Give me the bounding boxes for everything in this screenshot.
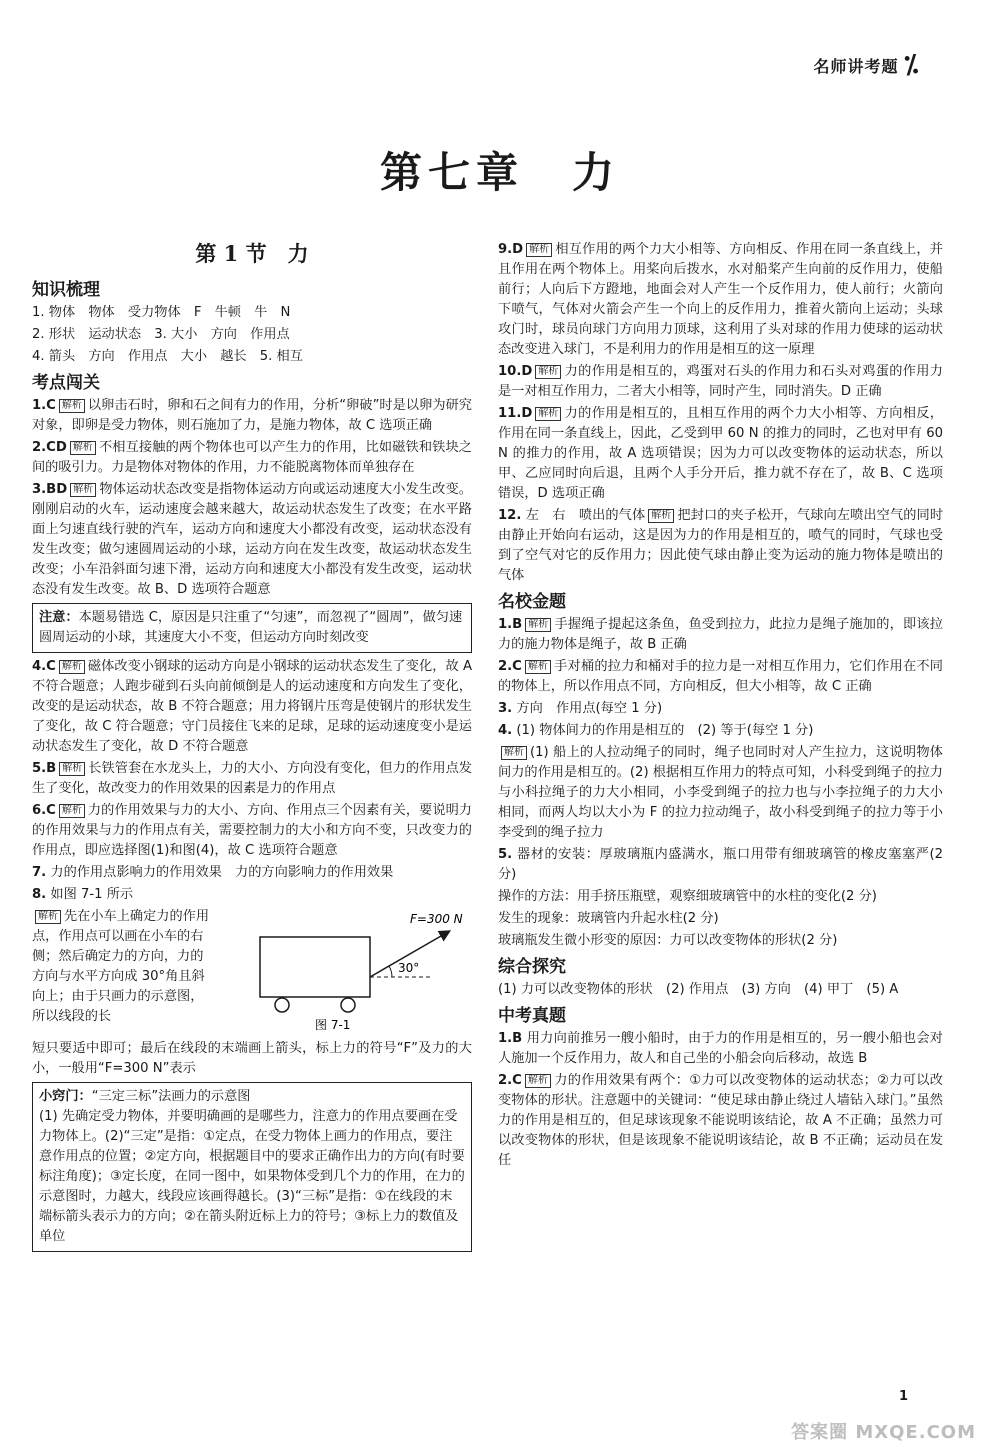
angle-arc [389, 966, 392, 977]
answer-number: 2.C [498, 659, 522, 674]
answer-text: 力的作用效果与力的大小、方向、作用点三个因素有关，要说明力的作用效果与力的作用点有关，需要控制力的大小和方向不变，只改变力的作用点，即应选择图(1)和图(4)，故 C 选项符合题意 [32, 803, 472, 858]
answer-number: 8. [32, 887, 47, 902]
answer-item [498, 699, 943, 719]
analysis-tag: 解析 [526, 243, 552, 257]
answer-text: 相互作用的两个力大小相等、方向相反、作用在同一条直线上，并且作用在两个物体上。用桨向后拨水，水对船桨产生向前的反作用力，使船前行；人向后下方蹬地，地面会对人产生一个反作用力，使人前行；火箭向下喷气，气体对火箭会产生一个向上的反作用力，推着火箭向上运动；头球攻门时，球员向球门方向用力顶球，这利用了头对球的作用力使球的运动状态改变进入球门，不是利用力的作用是相互的这一原理 [498, 242, 943, 357]
answer-number: 6.C [32, 803, 56, 818]
knowledge-heading: 知识梳理 [32, 280, 100, 300]
answer-item [32, 657, 472, 757]
answer-text: 方向 作用点(每空 1 分) [516, 701, 663, 716]
answer-item [32, 863, 472, 883]
answer-item [498, 909, 943, 929]
tip-label: 小窍门： [39, 1089, 92, 1104]
answer-number: 4.C [32, 659, 56, 674]
knowledge-line: 2. 形状 运动状态 3. 大小 方向 作用点 [32, 327, 290, 342]
mingxiao-heading: 名校金题 [498, 592, 566, 612]
answer-extra: 把封口的夹子松开，气球向左喷出空气的同时由静止开始向右运动，这是因为力的作用是相互的，喷气的同时，气球也受到了空气对它的反作用力；因此使气球由静止变为运动的施力物体是喷出的气体 [498, 508, 944, 583]
header-logo-icon: ⁒ [904, 50, 920, 80]
answer-item [32, 396, 472, 436]
answer-item [498, 1029, 943, 1069]
running-header [814, 50, 920, 80]
answer-text: (1) 物体间力的作用是相互的 (2) 等于(每空 1 分) [516, 723, 814, 738]
analysis-tag: 解析 [59, 762, 85, 776]
answer-number: 4. [498, 723, 513, 738]
answer-number: 1.C [32, 398, 56, 413]
analysis-tag: 解析 [70, 483, 96, 497]
angle-label: 30° [398, 961, 420, 975]
figure-explanation [32, 907, 212, 1039]
figure-7-1 [220, 907, 472, 1039]
zonghe-answer: (1) 力可以改变物体的形状 (2) 作用点 (3) 方向 (4) 甲丁 (5) A [498, 982, 899, 997]
answer-item [498, 404, 943, 504]
analysis-tag: 解析 [501, 746, 527, 760]
page-number: 1 [898, 1389, 908, 1404]
figure-caption: 图 7-1 [315, 1018, 351, 1032]
answer-number: 3. [498, 701, 513, 716]
answer-item [32, 438, 472, 478]
answer-item [32, 885, 472, 905]
answer-item [498, 615, 943, 655]
answer-number: 11.D [498, 406, 533, 421]
answer-item [498, 721, 943, 741]
figure-explanation-text: 先在小车上确定力的作用点，作用点可以画在小车的右侧；然后确定力的方向，力的方向与水平方向成 30°角且斜向上；由于只画力的示意图，所以线段的长 [32, 909, 210, 1024]
analysis-tag: 解析 [525, 1074, 551, 1088]
answer-item [498, 931, 943, 951]
analysis-tag: 解析 [59, 804, 85, 818]
answer-item [498, 1071, 943, 1171]
answer-text: 器材的安装：厚玻璃瓶内盛满水，瓶口用带有细玻璃管的橡皮塞塞严(2 分) [498, 847, 943, 882]
answer-text: 力的作用是相互的，且相互作用的两个力大小相等、方向相反，作用在同一条直线上，因此，乙受到甲 60 N 的推力的同时，乙也对甲有 60 N 的推力的作用，故 A 选项错误；因为力可以改变物体的运动状态，所以甲、乙应同时向后退，且两个人手分开后，推力就不存在了，故 B、C 选项错误，D 选项正确 [498, 406, 943, 501]
answer-text: 不相互接触的两个物体也可以产生力的作用，比如磁铁和铁块之间的吸引力。力是物体对物体的作用，力不能脱离物体而单独存在 [32, 440, 472, 475]
answer-number: 1.B [498, 1031, 523, 1046]
answer-text: 以卵击石时，卵和石之间有力的作用，分析“卵破”时是以卵为研究对象，即卵是受力物体，则石施加了力，是施力物体，故 C 选项正确 [32, 398, 472, 433]
left-column [32, 240, 472, 1256]
answer-item [32, 759, 472, 799]
answer-text: 力的作用效果有两个：①力可以改变物体的运动状态；②力可以改变物体的形状。注意题中的关键词：“使足球由静止绕过人墙钻入球门。”虽然力的作用是相互的，但足球该现象不能说明该结论，故 A 不正确；虽然力可以改变物体的形状，但是该现象不能说明该结论，故 B 不正确；运动员在发任 [498, 1073, 943, 1168]
answer-number: 1.B [498, 617, 523, 632]
cart-body [260, 937, 370, 997]
knowledge-line: 1. 物体 物体 受力物体 F 牛顿 牛 N [32, 305, 291, 320]
analysis-tag: 解析 [525, 660, 551, 674]
answer-text: 力的作用是相互的，鸡蛋对石头的作用力和石头对鸡蛋的作用力是一对相互作用力，二者大小相等，同时产生，同时消失。D 正确 [498, 364, 943, 399]
answer-text: 手对桶的拉力和桶对手的拉力是一对相互作用力，它们作用在不同的物体上，所以作用点不同，方向相反，但大小相等，故 C 正确 [498, 659, 943, 694]
tip-text: (1) 先确定受力物体，并要明确画的是哪些力，注意力的作用点要画在受力物体上。(2)“三定”是指：①定点，在受力物体上画力的作用点，要注意作用点的位置；②定方向，根据题目中的要求正确作出力的方向(有时要标注角度)；③定长度，在同一图中，如果物体受到几个力的作用，在力的示意图时，力越大，线段应该画得越长。(3)“三标”是指：①在线段的末端标箭头表示力的方向；②在箭头附近标上力的符号；③标上力的数值及单位 [39, 1109, 465, 1244]
analysis-tag: 解析 [535, 365, 561, 379]
analysis-tag: 解析 [648, 509, 674, 523]
force-label: F=300 N [410, 912, 463, 926]
answer-text: 物体运动状态改变是指物体运动方向或运动速度大小发生改变。刚刚启动的火车，运动速度会越来越大，故运动状态发生了改变；在水平路面上匀速直线行驶的汽车，运动方向和速度大小都没有改变，运动状态没有发生改变；做匀速圆周运动的小球，运动方向在发生改变，故运动状态发生改变；小车沿斜面匀速下滑，运动方向和速度大小都没有发生改变，运动状态没有发生改变。故 B、D 选项符合题意 [32, 482, 472, 597]
watermark: 答案圈 MXQE.COM [791, 1422, 976, 1443]
analysis-tag: 解析 [59, 660, 85, 674]
analysis-tag: 解析 [59, 399, 85, 413]
section-title: 第 1 节 力 [195, 241, 309, 266]
note-text: 本题易错选 C，原因是只注重了“匀速”，而忽视了“圆周”，做匀速圆周运动的小球，其速度大小不变，但运动方向时刻改变 [39, 610, 463, 645]
cart-force-diagram [220, 907, 470, 1032]
answer-text: 磁体改变小钢球的运动方向是小钢球的运动状态发生了变化，故 A 不符合题意；人跑步碰到石头向前倾倒是人的运动速度和方向发生了变化，改变的是运动状态，故 B 不符合题意；用力将钢片压弯是使钢片的形状发生了变化，故 C 符合题意；守门员接住飞来的足球，足球的运动速度变小是运动状态发生了变化，故 D 不符合题意 [32, 659, 472, 754]
answer-number: 10.D [498, 364, 533, 379]
analysis-tag: 解析 [70, 441, 96, 455]
answer-number: 7. [32, 865, 47, 880]
note-label: 注意： [39, 610, 79, 625]
zonghe-heading: 综合探究 [498, 957, 566, 977]
answer-text: 手握绳子提起这条鱼，鱼受到拉力，此拉力是绳子施加的，即该拉力的施力物体是绳子，故 B 正确 [498, 617, 943, 652]
tip-box [32, 1082, 472, 1252]
kaodian-heading: 考点闯关 [32, 373, 100, 393]
answer-item [498, 887, 943, 907]
right-column [498, 240, 943, 1173]
header-title: 名师讲考题 [813, 56, 899, 76]
answer-number: 12. [498, 508, 522, 523]
answer-item [498, 506, 943, 586]
answer-text: 操作的方法：用手挤压瓶壁，观察细玻璃管中的水柱的变化(2 分) [498, 889, 877, 904]
answer-item [498, 845, 943, 885]
answer-item [498, 362, 943, 402]
cart-wheel-left [275, 998, 289, 1012]
answer-item [498, 743, 943, 843]
analysis-tag: 解析 [35, 910, 61, 924]
figure-explanation-continued: 短只要适中即可；最后在线段的末端画上箭头，标上力的符号“F”及力的大小，一般用“F=300 N”表示 [32, 1041, 472, 1076]
answer-text: 左 右 喷出的气体 [525, 508, 646, 523]
zhongkao-heading: 中考真题 [498, 1006, 566, 1026]
answer-text: 用力向前推另一艘小船时，由于力的作用是相互的，另一艘小船也会对人施加一个反作用力，故人和自己坐的小船会向后移动，故选 B [498, 1031, 943, 1066]
answer-number: 2.C [498, 1073, 522, 1088]
answer-text: 长铁管套在水龙头上，力的大小、方向没有变化，但力的作用点发生了变化，故改变力的作用效果的因素是力的作用点 [32, 761, 472, 796]
answer-item [32, 801, 472, 861]
note-box [32, 603, 472, 653]
answer-number: 5. [498, 847, 513, 862]
knowledge-line: 4. 箭头 方向 作用点 大小 越长 5. 相互 [32, 349, 303, 364]
answer-number: 2.CD [32, 440, 67, 455]
answer-item [498, 240, 943, 360]
answer-text: (1) 船上的人拉动绳子的同时，绳子也同时对人产生拉力，这说明物体间力的作用是相互的。(2) 根据相互作用力的特点可知，小科受到绳子的拉力与小科拉绳子的力大小相同，小李受到绳子的拉力也与小李拉绳子的力大小相同，而两人均以大小为 F 的拉力拉动绳子，故小科受到绳子的拉力等于小李受到的绳子拉力 [498, 745, 943, 840]
answer-item [32, 480, 472, 600]
answer-number: 5.B [32, 761, 57, 776]
answer-number: 9.D [498, 242, 524, 257]
figure-block [32, 907, 472, 1039]
answer-text: 如图 7-1 所示 [50, 887, 134, 902]
chapter-title: 第七章 力 [379, 148, 620, 197]
analysis-tag: 解析 [525, 618, 551, 632]
answer-text: 玻璃瓶发生微小形变的原因：力可以改变物体的形状(2 分) [498, 933, 838, 948]
analysis-tag: 解析 [535, 407, 561, 421]
cart-wheel-right [341, 998, 355, 1012]
answer-text: 发生的现象：玻璃管内升起水柱(2 分) [498, 911, 719, 926]
answer-number: 3.BD [32, 482, 68, 497]
answer-text: 力的作用点影响力的作用效果 力的方向影响力的作用效果 [50, 865, 394, 880]
answer-item [498, 657, 943, 697]
tip-title: “三定三标”法画力的示意图 [91, 1089, 251, 1104]
